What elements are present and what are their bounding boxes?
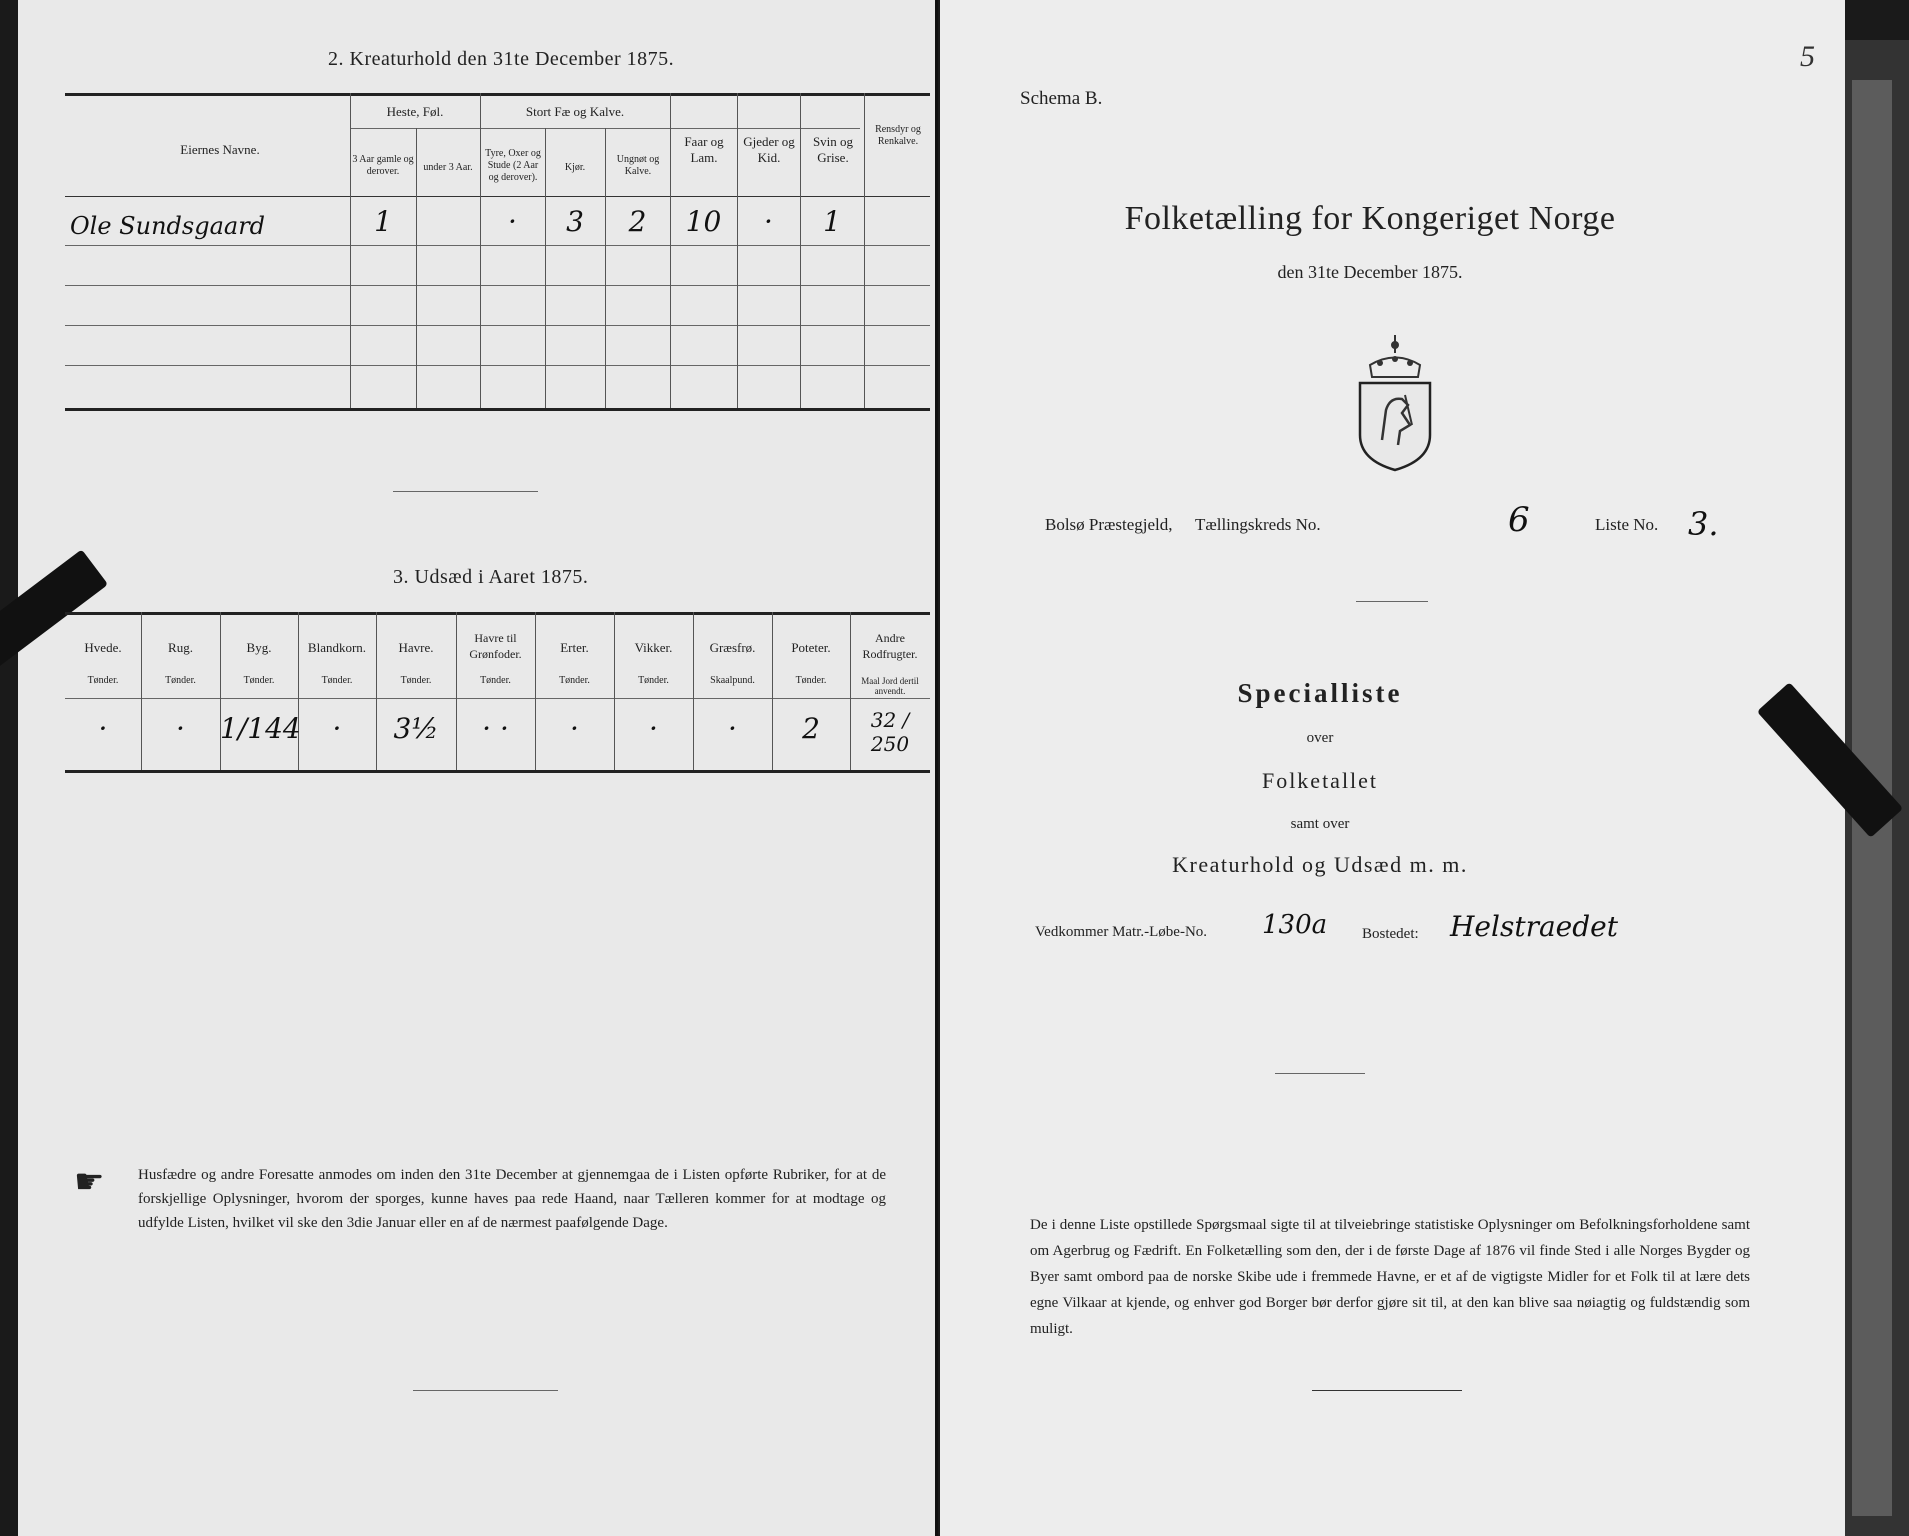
udsaed-header: Hvede. <box>84 640 122 655</box>
svin-header: Svin og Grise. <box>812 134 854 165</box>
udsaed-header: Andre Rodfrugter. <box>862 631 918 661</box>
udsaed-unit: Tønder. <box>795 675 827 686</box>
matr-value: 130a <box>1262 910 1328 940</box>
specialliste-title: Specialliste <box>1237 678 1403 708</box>
udsaed-value: · <box>728 712 737 745</box>
udsaed-unit: Tønder. <box>559 675 590 686</box>
heste-3aar-value: 1 <box>374 205 392 238</box>
udsaed-unit: Tønder. <box>165 675 196 686</box>
main-title: Folketælling for Kongeriget Norge <box>1124 200 1616 237</box>
udsaed-value: 2 <box>802 712 820 745</box>
section2-title: 2. Kreaturhold den 31te December 1875. <box>328 48 675 70</box>
tyre-value: · <box>508 205 517 238</box>
coat-of-arms-icon <box>1350 325 1440 475</box>
kreds-value: 6 <box>1508 500 1530 540</box>
udsaed-header: Rug. <box>168 640 193 655</box>
udsaed-header: Havre. <box>398 640 434 655</box>
samt-over-text: samt over <box>1290 816 1350 832</box>
kreaturhold-line: Kreaturhold og Udsæd m. m. <box>1172 852 1468 877</box>
udsaed-value: · <box>570 712 579 745</box>
udsaed-unit: Tønder. <box>321 675 353 686</box>
udsaed-value: · · <box>482 712 509 745</box>
bostedet-label: Bostedet: <box>1362 926 1419 942</box>
faar-header: Faar og Lam. <box>684 134 724 165</box>
liste-value: 3. <box>1688 505 1719 543</box>
liste-label: Liste No. <box>1595 515 1659 534</box>
udsaed-value: · <box>649 712 658 745</box>
tyre-header: Tyre, Oxer og Stude (2 Aar og derover). <box>485 148 541 183</box>
intro-paragraph: De i denne Liste opstillede Spørgsmaal sigte til at tilveiebringe statistiske Oplysninger om Befolkningsforholdene samt om Agerbrug og Fædrift. En Folketælling som den, der i de første Dage af 1876 vil finde Sted i alle Norges Bygder og Byer samt ombord paa de norske Skibe ude i fremmede Havne, er et af de vigtigste Midler for et Folk til at lære dets egne Vilkaar at kjende, og enhver god Borger bør derfor gjøre sit til, at den kan blive saa nøiagtig og fuldstændig som muligt. <box>1030 1217 1750 1337</box>
udsaed-header: Erter. <box>560 640 589 655</box>
udsaed-value: · <box>98 712 108 745</box>
ungnot-header: Ungnøt og Kalve. <box>616 154 660 177</box>
udsaed-unit: Tønder. <box>480 675 511 686</box>
udsaed-header: Byg. <box>246 640 272 655</box>
section3-title: 3. Udsæd i Aaret 1875. <box>393 566 589 588</box>
udsaed-header: Poteter. <box>791 640 831 655</box>
svin-value: 1 <box>823 205 841 238</box>
udsaed-unit: Tønder. <box>400 675 432 686</box>
pointing-hand-icon: ☛ <box>74 1164 105 1201</box>
kreds-label: Tællingskreds No. <box>1195 515 1321 534</box>
ungnot-value: 2 <box>628 205 647 238</box>
kjor-value: 3 <box>566 205 584 238</box>
udsaed-header: Blandkorn. <box>307 640 367 655</box>
notice-text: Husfædre og andre Foresatte anmodes om inden den 31te December at gjennemgaa de i Listen opførte Rubriker, for at de forskjellige Oplysninger, hvorom der sporges, kunne haves paa rede Haand, naar Tælleren kommer for at modtage og udfylde Listen, hvilket vil ske den 3die Januar eller en af de nærmest paafølgende Dage. <box>138 1167 886 1231</box>
udsaed-value: 1/144 <box>220 712 301 745</box>
gjeder-header: Gjeder og Kid. <box>743 134 795 165</box>
heste-group-header: Heste, Føl. <box>386 104 444 119</box>
heste-3aar-header: 3 Aar gamle og derover. <box>352 154 414 177</box>
matr-label: Vedkommer Matr.-Løbe-No. <box>1035 924 1208 940</box>
udsaed-header: Vikker. <box>634 640 673 655</box>
udsaed-unit: Tønder. <box>638 675 669 686</box>
udsaed-header: Havre til Grønfoder. <box>469 631 522 661</box>
prestegjeld-label: Bolsø Præstegjeld, <box>1045 515 1173 534</box>
owner-name: Ole Sundsgaard <box>70 212 266 240</box>
schema-label: Schema B. <box>1020 88 1103 109</box>
heste-under-header: under 3 Aar. <box>423 162 473 173</box>
udsaed-value: 3½ <box>393 712 439 745</box>
page-number: 5 <box>1800 40 1815 73</box>
udsaed-unit: Skaalpund. <box>710 675 755 686</box>
bostedet-value: Helstraedet <box>1450 910 1618 943</box>
rensdyr-header: Rensdyr og Renkalve. <box>875 124 921 147</box>
udsaed-unit: Tønder. <box>87 675 119 686</box>
udsaed-value: 32 / 250 <box>870 708 910 756</box>
date-line: den 31te December 1875. <box>1277 262 1463 282</box>
folketallet-text: Folketallet <box>1261 768 1379 793</box>
udsaed-value: · <box>332 712 342 745</box>
over-text: over <box>1306 730 1334 746</box>
gjeder-value: · <box>764 205 773 238</box>
udsaed-unit: Maal Jord dertil anvendt. <box>861 676 919 696</box>
owner-header: Eiernes Navne. <box>180 142 260 157</box>
udsaed-header: Græsfrø. <box>709 640 756 655</box>
udsaed-value: · <box>176 712 185 745</box>
faar-value: 10 <box>685 205 722 238</box>
stort-group-header: Stort Fæ og Kalve. <box>525 104 625 119</box>
kjor-header: Kjør. <box>564 162 586 173</box>
udsaed-unit: Tønder. <box>243 675 275 686</box>
